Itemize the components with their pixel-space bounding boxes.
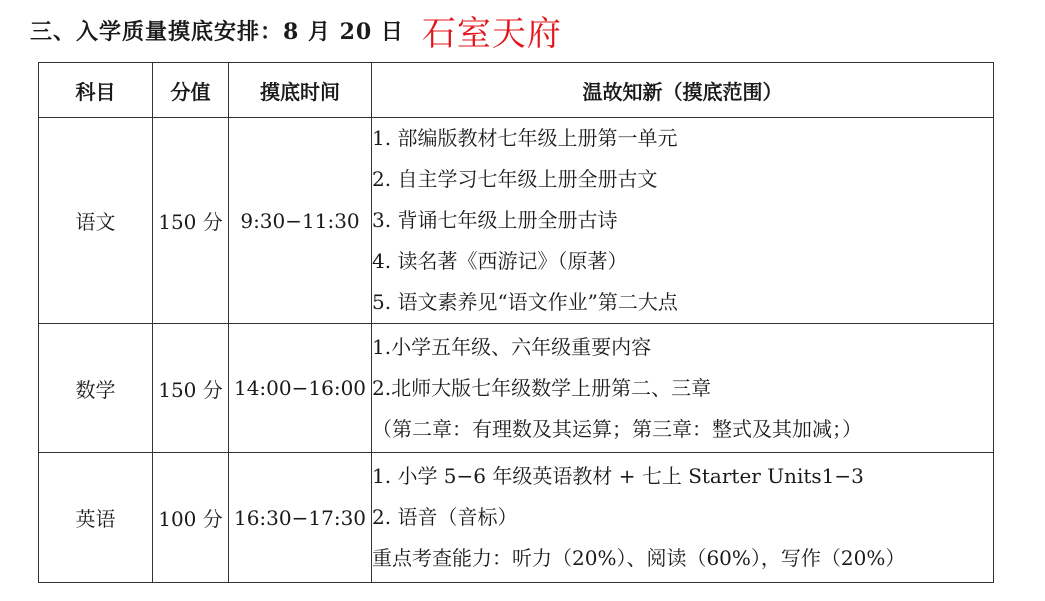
review-item: 2.北师大版七年级数学上册第二、三章 <box>372 375 712 400</box>
school-name-stamp: 石室天府 <box>421 13 562 54</box>
review-scope-cell <box>372 118 994 324</box>
exam-schedule-table <box>38 62 994 583</box>
section-heading <box>30 6 562 54</box>
time-cell: 9:30−11:30 <box>229 118 372 324</box>
score-cell: 100 分 <box>153 453 229 583</box>
review-item: 重点考查能力：听力（20%）、阅读（60%），写作（20%） <box>372 546 906 570</box>
score-cell: 150 分 <box>153 324 229 453</box>
table-row-english <box>39 453 994 583</box>
header-review-scope: 温故知新（摸底范围） <box>372 63 994 118</box>
review-item: 3. 背诵七年级上册全册古诗 <box>372 208 618 232</box>
review-item: （第二章：有理数及其运算；第三章：整式及其加减；） <box>372 416 862 441</box>
review-scope-cell <box>372 453 994 583</box>
table-row-chinese <box>39 118 994 324</box>
header-subject: 科目 <box>39 63 153 118</box>
review-scope-cell <box>372 324 994 453</box>
review-item: 5. 语文素养见“语文作业”第二大点 <box>372 290 678 314</box>
table-row-math <box>39 324 994 453</box>
review-item: 2. 语音（音标） <box>372 505 518 529</box>
time-cell: 14:00−16:00 <box>229 324 372 453</box>
review-item: 1. 部编版教材七年级上册第一单元 <box>372 126 678 150</box>
table-header-row <box>39 63 994 118</box>
subject-cell: 数学 <box>39 324 153 453</box>
score-cell: 150 分 <box>153 118 229 324</box>
review-item: 1. 小学 5−6 年级英语教材 + 七上 Starter Units1−3 <box>372 464 864 488</box>
header-score: 分值 <box>153 63 229 118</box>
header-time: 摸底时间 <box>229 63 372 118</box>
section-title: 三、入学质量摸底安排：8 月 20 日 <box>30 18 404 45</box>
review-item: 4. 读名著《西游记》（原著） <box>372 249 628 273</box>
subject-cell: 语文 <box>39 118 153 324</box>
review-item: 2. 自主学习七年级上册全册古文 <box>372 167 658 191</box>
review-item: 1.小学五年级、六年级重要内容 <box>372 334 652 359</box>
subject-cell: 英语 <box>39 453 153 583</box>
time-cell: 16:30−17:30 <box>229 453 372 583</box>
